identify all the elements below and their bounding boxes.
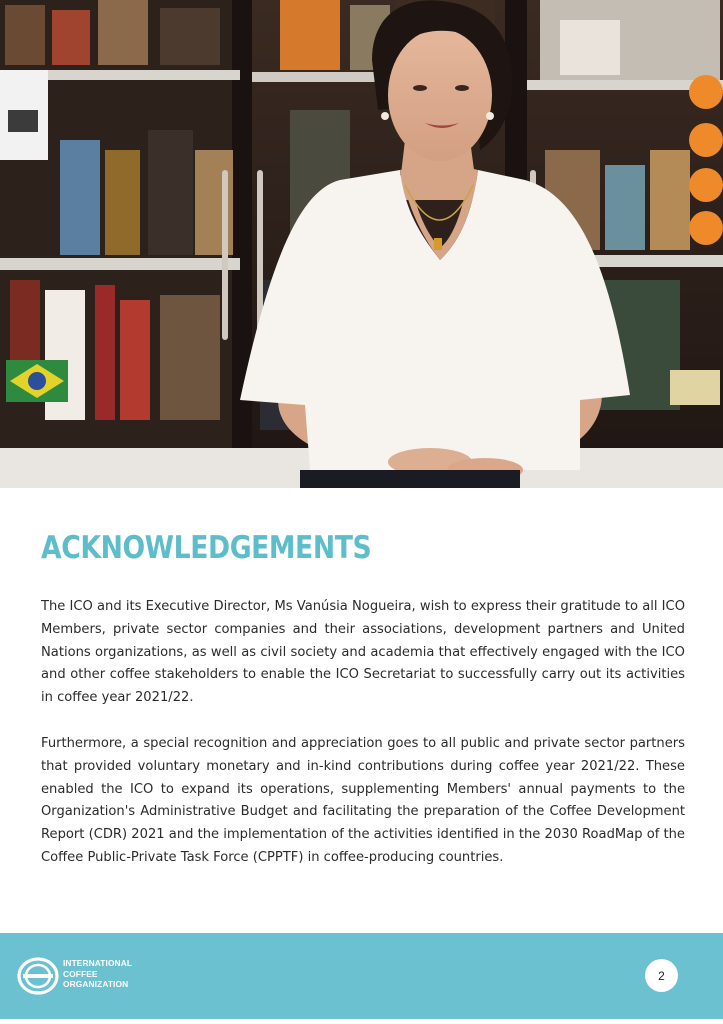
page-title: ACKNOWLEDGEMENTS <box>41 530 372 566</box>
logo-line: COFFEE <box>63 968 98 979</box>
logo-line: INTERNATIONAL <box>63 958 133 968</box>
paragraph-1: The ICO and its Executive Director, Ms Vanúsia Nogueira, wish to express their gratitude to all ICO Members, private sector companies and their associations, development partners and United Nations organizations, as well as civil society and academia that effectively engaged with the ICO and other coffee stakeholders to enable the ICO Secretariat to successfully carry out its activities in coffee year 2021/22. <box>41 599 685 706</box>
portrait-photo <box>0 0 723 488</box>
paragraph-2: Furthermore, a special recognition and appreciation goes to all public and private sector partners that provided voluntary monetary and in-kind contributions during coffee year 2021/22. These enabled the ICO to expand its operations, supplementing Members' annual payments to the Organization's Administrative Budget and facilitating the preparation of the Coffee Development Report (CDR) 2021 and the implementation of the activities identified in the 2030 RoadMap of the Coffee Public-Private Task Force (CPPTF) in coffee-producing countries. <box>41 735 685 865</box>
logo-line: ORGANIZATION <box>63 979 129 989</box>
page-number: 2 <box>645 959 678 992</box>
organization-name <box>63 958 132 990</box>
ico-logo-icon <box>17 957 59 995</box>
footer-divider <box>0 1019 723 1024</box>
body-text <box>41 596 685 893</box>
